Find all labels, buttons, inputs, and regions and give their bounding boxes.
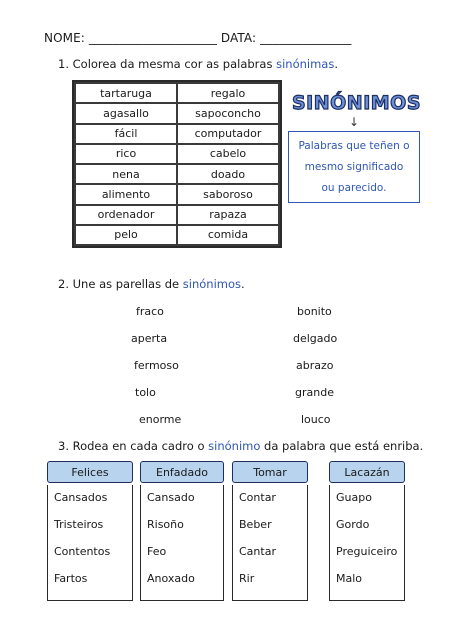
word-box-4: [329, 461, 405, 601]
word-cell[interactable]: pelo: [76, 226, 176, 244]
word-option[interactable]: Anoxado: [147, 572, 195, 585]
word-cell[interactable]: computador: [178, 125, 278, 143]
pair-left-word[interactable]: fermoso: [134, 359, 179, 372]
word-cell[interactable]: fácil: [76, 125, 176, 143]
word-option[interactable]: Fartos: [54, 572, 88, 585]
word-option[interactable]: Cansados: [54, 491, 108, 504]
header: [44, 31, 352, 45]
question-3-text: 3. Rodea en cada cadro o: [58, 439, 209, 453]
word-option[interactable]: Tristeiros: [54, 518, 104, 531]
word-cell[interactable]: regalo: [178, 84, 278, 102]
question-3-keyword: sinónimo: [208, 439, 261, 453]
word-box-title: Tomar: [232, 461, 308, 483]
word-box-title: Lacazán: [329, 461, 405, 483]
sinonimos-title-art: SINÓNIMOS: [292, 92, 422, 114]
word-cell[interactable]: alimento: [76, 185, 176, 203]
pair-left-word[interactable]: tolo: [135, 386, 156, 399]
word-box-1: [47, 461, 133, 601]
word-cell[interactable]: rapaza: [178, 206, 278, 224]
word-box-title: Enfadado: [140, 461, 224, 483]
data-label: DATA:: [220, 31, 257, 45]
question-1-keyword: sinónimas: [276, 57, 335, 71]
word-cell[interactable]: doado: [178, 165, 278, 183]
question-3: [58, 439, 423, 453]
question-2-keyword: sinónimos: [182, 277, 242, 291]
question-1-text: 1. Colorea da mesma cor as palabras: [58, 57, 277, 71]
word-cell[interactable]: cabelo: [178, 145, 278, 163]
question-3-suffix: da palabra que está enriba.: [260, 439, 424, 453]
word-table: [72, 80, 282, 248]
down-arrow-icon: ↓: [349, 115, 360, 129]
word-box-2: [140, 461, 224, 601]
word-cell[interactable]: rico: [76, 145, 176, 163]
definition-line: mesmo significado: [304, 161, 404, 173]
word-option[interactable]: Guapo: [336, 491, 372, 504]
word-option[interactable]: Cantar: [239, 545, 276, 558]
word-option[interactable]: Preguiceiro: [336, 545, 398, 558]
word-option[interactable]: Cansado: [147, 491, 195, 504]
word-cell[interactable]: comida: [178, 226, 278, 244]
word-box-3: [232, 461, 308, 601]
word-option[interactable]: Contentos: [54, 545, 111, 558]
question-2-text: 2. Une as parellas de: [58, 277, 183, 291]
word-option[interactable]: Risoño: [147, 518, 184, 531]
pair-right-word[interactable]: abrazo: [296, 359, 334, 372]
word-cell[interactable]: sapoconcho: [178, 104, 278, 122]
pair-left-word[interactable]: fraco: [136, 305, 164, 318]
word-cell[interactable]: saboroso: [178, 185, 278, 203]
pair-right-word[interactable]: grande: [295, 386, 334, 399]
word-option[interactable]: Rir: [239, 572, 255, 585]
pair-left-word[interactable]: aperta: [131, 332, 168, 345]
word-box-title: Felices: [47, 461, 133, 483]
nome-line[interactable]: _____________________: [88, 31, 217, 45]
word-option[interactable]: Feo: [147, 545, 167, 558]
word-cell[interactable]: ordenador: [76, 206, 176, 224]
question-1-suffix: .: [334, 57, 339, 71]
pair-right-word[interactable]: delgado: [293, 332, 338, 345]
pair-right-word[interactable]: bonito: [297, 305, 332, 318]
definition-line: ou parecido.: [321, 182, 387, 194]
question-1: [58, 57, 338, 71]
data-line[interactable]: _______________: [260, 31, 352, 45]
word-option[interactable]: Contar: [239, 491, 276, 504]
word-cell[interactable]: tartaruga: [76, 84, 176, 102]
word-cell[interactable]: agasallo: [76, 104, 176, 122]
word-option[interactable]: Beber: [239, 518, 272, 531]
word-option[interactable]: Malo: [336, 572, 363, 585]
nome-label: NOME:: [44, 31, 85, 45]
definition-line: Palabras que teñen o: [298, 140, 410, 152]
question-2-suffix: .: [241, 277, 245, 291]
word-option[interactable]: Gordo: [336, 518, 370, 531]
definition-box: [288, 131, 420, 203]
question-2: [58, 277, 245, 291]
word-cell[interactable]: nena: [76, 165, 176, 183]
pair-left-word[interactable]: enorme: [139, 413, 182, 426]
pair-right-word[interactable]: louco: [301, 413, 331, 426]
